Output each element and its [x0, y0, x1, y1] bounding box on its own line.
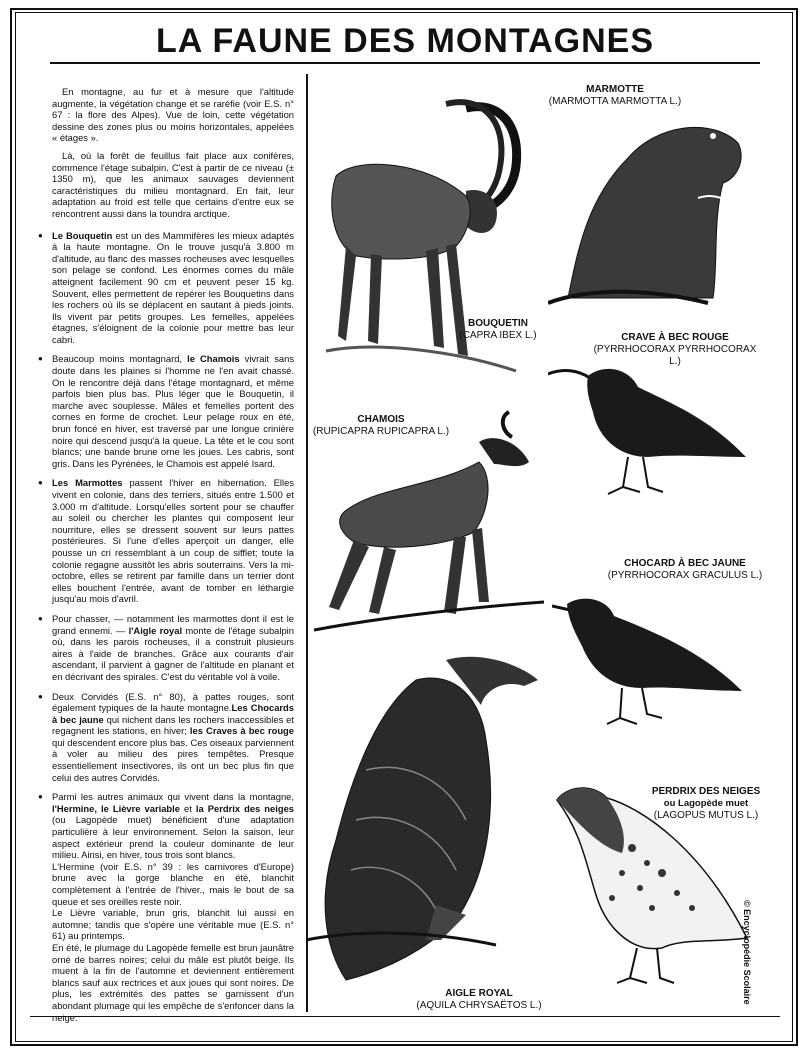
bold-term: la Perdrix des neiges — [195, 802, 295, 814]
paragraph-text: vivrait sans doute dans les plaines si l'homme ne l'en avait chassé. On le rencontre déjà dans l'étage montagnard, et même parfois bien plus bas. Plus léger que le Bouquetin, il marche avec souplesse. Mâles et femelles portent des cornes en forme de crochet. Leur pelage roux en été, brun foncé en hiver, est traversé par une longue crinière noire qui descend jusqu'à la queue. La tête et le cou sont blancs; une bande brune orne les joues. Les cabris, sont gris. Dans les Pyrénées, le Chamois est appelé Isard. — [52, 353, 295, 469]
intro-paragraph: En montagne, au fur et à mesure que l'altitude augmente, la végétation change et se raréfie (voir E.S. n° 67 : la flore des Alpes). Vue de loin, cette végétation dessine des zones plus ou moins horizontales, appelées « étages ». — [52, 86, 294, 144]
paragraph-text: Pour chasser, — notamment les marmottes dont il est le grand ennemi. — — [52, 612, 294, 636]
paragraph-text: (ou Lagopède muet) bénéficient d'une adaptation particulière à leur environnement. Selon la saison, leur aspect extérieur prend la couleur dominante de leur milieu. Ainsi, en hiver, tous trois sont blancs. — [52, 814, 294, 861]
paragraph-text: qui descendent encore plus bas. Ces oiseaux parviennent à voler au milieu des pires tempêtes. Presque essentiellement insectivores, ils ont un bec plus fin que celui des autres Corvidés. — [52, 736, 294, 783]
chocard-caption — [600, 558, 770, 582]
bold-term: l'Aigle royal — [128, 624, 183, 636]
page-title: LA FAUNE DES MONTAGNES — [155, 22, 655, 60]
alpine-chough-illustration — [552, 596, 748, 736]
ptarmigan-illustration — [552, 778, 752, 988]
chamois-paragraph — [52, 353, 294, 469]
bold-term: Le Bouquetin — [52, 229, 113, 241]
bottom-rule — [30, 1016, 780, 1017]
paragraph-text: passent l'hiver en hibernation. Elles vivent en colonie, dans des terriers, situés entre 1.500 et 3.000 m d'altitude. Lorsqu'elles sortent pour se chauffer au soleil ou chercher les plantes qui composent leur nourriture, elles se dressent souvent sur leurs pattes postérieures. Si l'une d'elles aperçoit un danger, elle pousse un cri ressemblant à un coup de sifflet; toute la colonie regagne aussitôt les abris souterrains. Vers la mi-octobre, elles se retirent par famille dans un terrier dont elles bouchent l'entrée, avant de tomber en léthargie jusqu'au mois d'avril. — [52, 477, 295, 605]
marmot-illustration — [548, 108, 748, 308]
paragraph-text: Beaucoup moins montagnard, — [52, 353, 188, 365]
copyright-credit: © Encyclopédie Scolaire — [742, 900, 752, 1005]
chamois-latin: (RUPICAPRA RUPICAPRA L.) — [312, 426, 450, 437]
corvides-paragraph — [52, 691, 294, 784]
hermine-detail: L'Hermine (voir E.S. n° 39 : les carnivores d'Europe) brune avec la gorge blanche en été, blanchit complètement à l'entrée de l'hiver., mais le bout de sa queue et ses oreilles reste noir. — [52, 860, 294, 907]
paragraph-text: et — [179, 802, 196, 814]
perdrix-name: PERDRIX DES NEIGES — [651, 786, 761, 797]
perdrix-subname: ou Lagopède muet — [663, 798, 749, 809]
hermine-paragraph — [52, 791, 294, 1023]
eagle-illustration — [306, 650, 546, 990]
aigle-paragraph — [52, 613, 294, 683]
bold-term: les Craves à bec rouge — [189, 725, 294, 737]
aigle-latin: (AQUILA CHRYSAËTOS L.) — [416, 1000, 542, 1011]
chocard-name: CHOCARD À BEC JAUNE — [624, 558, 746, 569]
marmotte-name: MARMOTTE — [586, 84, 644, 95]
paragraph-text: est un des Mammifères les mieux adaptés à la haute montagne. On le trouve jusqu'à 3.800 m d'altitude, au flanc des masses rocheuses avec lesquelles son pelage se confond. Les énormes cornes du mâle atteignent facilement 90 cm et peuvent peser 15 kg. Souvent, elles permettent de repérer les Bouquetins dans les rochers où ils se déplacent en sautant à pieds joints. Ils vivent par petits groupes. Les femelles, appelées étagnes, s'éloignent de la colonie pour mettre bas leur cabri. — [52, 229, 295, 345]
bouquetin-name: BOUQUETIN — [468, 318, 528, 329]
paragraph-text: Parmi les autres animaux qui vivent dans la montagne, — [52, 791, 294, 803]
bouquetin-paragraph — [52, 230, 294, 346]
aigle-caption — [404, 988, 554, 1012]
paragraph-text: monte de l'étage subalpin où, dans les parois rocheuses, il a construit plusieurs aires à l'aide de branches. Grâce aux courants d'air ascendant, il parvient à gagner de l'altitude en planant et en décrivant des spirales. C'est du véritable vol à voile. — [52, 624, 294, 682]
paragraph-text: Deux Corvidés (E.S. n° 80), à pattes rouges, sont également typiques de la haute montagne. — [52, 690, 294, 714]
chamois-name: CHAMOIS — [357, 414, 405, 425]
text-column — [52, 86, 294, 1023]
aigle-name: AIGLE ROYAL — [445, 988, 513, 999]
perdrix-latin: (LAGOPUS MUTUS L.) — [653, 810, 759, 821]
lievre-detail: Le Lièvre variable, brun gris, blanchit lui aussi en automne; tandis que s'opère une véritable mue (E.S. n° 61) au printemps. — [52, 907, 294, 942]
marmottes-paragraph — [52, 477, 294, 605]
bold-term: Les Marmottes — [52, 477, 123, 489]
bold-term: l'Hermine, le Lièvre variable — [52, 802, 180, 814]
bouquetin-caption — [428, 318, 568, 342]
bold-term: le Chamois — [187, 353, 240, 365]
title-divider — [50, 62, 760, 64]
bouquetin-latin: (CAPRA IBEX L.) — [459, 330, 537, 341]
marmotte-latin: (MARMOTTA MARMOTTA L.) — [548, 96, 682, 107]
crave-name: CRAVE À BEC ROUGE — [621, 332, 729, 343]
crave-latin: (PYRRHOCORAX PYRRHOCORAX L.) — [593, 344, 757, 367]
chocard-latin: (PYRRHOCORAX GRACULUS L.) — [607, 570, 763, 581]
lagopede-detail: En été, le plumage du Lagopède femelle est brun jaunâtre orné de barres noires; celui du mâle est plutôt beige. Ils muent à la fin de l'automne et deviennent entièrement blancs sauf aux rectrices et aux joues qui sont noires. De plus, les extrémités des pattes se garnissent d'un abondant plumage qui les empêche de s'enfoncer dans la neige. — [52, 941, 294, 1023]
paragraph-text: qui nichent dans les rochers inaccessibles et regagnent les stations, en hiver; — [52, 713, 294, 737]
chamois-illustration — [314, 402, 544, 632]
bold-term: Les Chocards à bec jaune — [52, 702, 294, 725]
intro-paragraph: Là, où la forêt de feuillus fait place aux conifères, commence l'étage subalpin. C'est à partir de ce niveau (± 1350 m), que les animaux sauvages deviennent caractéristiques du milieu montagnard. En fait, leur adaptation au froid est telle que certains d'entre eux se rencontrent aussi dans la toundra arctique. — [52, 149, 294, 219]
marmotte-caption — [540, 84, 690, 108]
chough-illustration — [548, 362, 748, 502]
